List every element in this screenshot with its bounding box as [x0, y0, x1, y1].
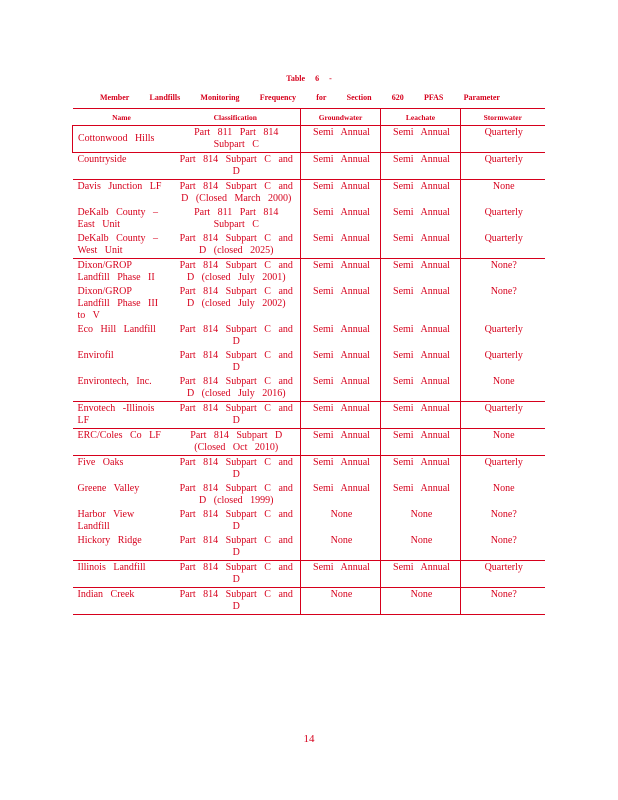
- cell-leachate: Semi Annual: [381, 180, 461, 207]
- cell-groundwater: None: [301, 588, 381, 615]
- cell-groundwater: Semi Annual: [301, 402, 381, 429]
- cell-groundwater: Semi Annual: [301, 126, 381, 153]
- table-row: [73, 259, 545, 286]
- cell-name: Envotech -Illinois LF: [73, 402, 171, 429]
- cell-leachate: None: [381, 588, 461, 615]
- cell-stormwater: None: [461, 429, 545, 456]
- cell-stormwater: Quarterly: [461, 456, 545, 483]
- subtitle-word: PFAS: [423, 93, 444, 102]
- cell-name: Harbor View Landfill: [77, 509, 135, 532]
- cell-leachate: Semi Annual: [381, 153, 461, 180]
- cell-name: Dixon/GROP Landfill Phase III to V: [77, 286, 159, 321]
- cell-stormwater: Quarterly: [461, 402, 545, 429]
- cell-name: Envirofil: [77, 350, 114, 361]
- landfill-monitoring-table: [72, 108, 545, 615]
- table-row: [73, 180, 545, 207]
- cell-groundwater: Semi Annual: [301, 259, 381, 286]
- cell-stormwater: None?: [461, 285, 545, 323]
- cell-stormwater: None?: [461, 259, 545, 286]
- header-name: Name: [73, 109, 171, 126]
- cell-groundwater: Semi Annual: [301, 561, 381, 588]
- cell-leachate: Semi Annual: [381, 349, 461, 375]
- cell-name: Countryside: [73, 153, 171, 180]
- subtitle-word: Landfills: [149, 93, 181, 102]
- cell-groundwater: Semi Annual: [301, 206, 381, 232]
- page-number: 14: [303, 733, 315, 745]
- table-row: [73, 232, 545, 259]
- cell-name: Greene Valley: [77, 483, 140, 494]
- cell-name: Cottonwood Hills: [73, 126, 171, 153]
- cell-groundwater: Semi Annual: [301, 180, 381, 207]
- cell-classification: Part 814 Subpart C and D: [179, 324, 293, 347]
- cell-classification: Part 814 Subpart C and D (closed 1999): [179, 483, 293, 506]
- cell-stormwater: Quarterly: [461, 126, 545, 153]
- table-row: [73, 534, 545, 561]
- cell-classification: Part 814 Subpart C and D: [171, 561, 301, 588]
- cell-stormwater: None?: [461, 508, 545, 534]
- subtitle-word: Member: [100, 93, 130, 102]
- cell-classification: Part 811 Part 814 Subpart C: [194, 207, 279, 230]
- cell-leachate: Semi Annual: [381, 285, 461, 323]
- cell-name: Indian Creek: [73, 588, 171, 615]
- cell-leachate: Semi Annual: [381, 561, 461, 588]
- cell-classification: Part 814 Subpart D (Closed Oct 2010): [171, 429, 301, 456]
- cell-leachate: Semi Annual: [381, 429, 461, 456]
- cell-classification: Part 814 Subpart C and D (Closed March 2000): [179, 181, 293, 204]
- cell-name: Davis Junction LF: [77, 181, 162, 192]
- cell-leachate: None: [381, 534, 461, 561]
- table-header-row: [73, 109, 545, 126]
- cell-leachate: Semi Annual: [381, 375, 461, 402]
- cell-leachate: None: [381, 508, 461, 534]
- cell-classification: Part 814 Subpart C and D: [171, 588, 301, 615]
- cell-classification: Part 811 Part 814 Subpart C: [171, 126, 301, 153]
- cell-stormwater: Quarterly: [461, 153, 545, 180]
- cell-groundwater: Semi Annual: [301, 429, 381, 456]
- cell-stormwater: Quarterly: [461, 232, 545, 259]
- cell-stormwater: None?: [461, 588, 545, 615]
- cell-classification: Part 814 Subpart C and D: [171, 534, 301, 561]
- cell-leachate: Semi Annual: [381, 206, 461, 232]
- subtitle-word: for: [316, 93, 327, 102]
- cell-classification: Part 814 Subpart C and D: [179, 509, 293, 532]
- cell-classification: Part 814 Subpart C and D: [171, 153, 301, 180]
- cell-groundwater: None: [301, 534, 381, 561]
- cell-classification: Part 814 Subpart C and D: [171, 402, 301, 429]
- cell-groundwater: Semi Annual: [301, 349, 381, 375]
- cell-classification: Part 814 Subpart C and D: [179, 457, 293, 480]
- cell-stormwater: None: [461, 482, 545, 508]
- cell-name: Hickory Ridge: [73, 534, 171, 561]
- table-row: [73, 126, 545, 153]
- cell-classification: Part 814 Subpart C and D: [179, 350, 293, 373]
- table-row: [73, 456, 545, 483]
- cell-groundwater: Semi Annual: [301, 375, 381, 402]
- cell-name: Eco Hill Landfill: [77, 324, 156, 335]
- table-row: [73, 153, 545, 180]
- cell-stormwater: Quarterly: [461, 349, 545, 375]
- cell-classification: Part 814 Subpart C and D (closed July 2016): [171, 375, 301, 402]
- table-row: [73, 482, 545, 508]
- cell-groundwater: Semi Annual: [301, 153, 381, 180]
- subtitle-word: Frequency: [259, 93, 297, 102]
- cell-name: DeKalb County – East Unit: [77, 207, 159, 230]
- cell-classification: Part 814 Subpart C and D (closed 2025): [171, 232, 301, 259]
- cell-stormwater: Quarterly: [461, 323, 545, 349]
- cell-name: Dixon/GROP Landfill Phase II: [77, 260, 155, 283]
- table-row: [73, 375, 545, 402]
- cell-name: Environtech, Inc.: [73, 375, 171, 402]
- cell-leachate: Semi Annual: [381, 126, 461, 153]
- cell-stormwater: None: [461, 180, 545, 207]
- header-groundwater: Groundwater: [301, 109, 381, 126]
- cell-stormwater: Quarterly: [461, 561, 545, 588]
- subtitle-word: Monitoring: [200, 93, 240, 102]
- table-row: [73, 429, 545, 456]
- table-row: [73, 323, 545, 349]
- table-subtitle: [100, 93, 500, 102]
- table-row: [73, 349, 545, 375]
- header-classification: Classification: [171, 109, 301, 126]
- cell-groundwater: Semi Annual: [301, 482, 381, 508]
- cell-name: ERC/Coles Co LF: [73, 429, 171, 456]
- table-row: [73, 285, 545, 323]
- table-row: [73, 508, 545, 534]
- cell-leachate: Semi Annual: [381, 482, 461, 508]
- table-title: Table 6 -: [286, 74, 332, 83]
- cell-groundwater: None: [301, 508, 381, 534]
- cell-classification: Part 814 Subpart C and D (closed July 2001): [179, 260, 293, 283]
- header-stormwater: Stormwater: [461, 109, 545, 126]
- cell-name: Five Oaks: [77, 457, 124, 468]
- cell-groundwater: Semi Annual: [301, 323, 381, 349]
- cell-stormwater: None?: [461, 534, 545, 561]
- cell-classification: Part 814 Subpart C and D (closed July 2002): [179, 286, 293, 309]
- cell-leachate: Semi Annual: [381, 402, 461, 429]
- cell-name: DeKalb County – West Unit: [73, 232, 171, 259]
- subtitle-word: Parameter: [463, 93, 500, 102]
- cell-leachate: Semi Annual: [381, 323, 461, 349]
- cell-leachate: Semi Annual: [381, 232, 461, 259]
- cell-stormwater: None: [461, 375, 545, 402]
- cell-stormwater: Quarterly: [461, 206, 545, 232]
- table-row: [73, 206, 545, 232]
- cell-leachate: Semi Annual: [381, 259, 461, 286]
- subtitle-word: 620: [391, 93, 404, 102]
- table-row: [73, 402, 545, 429]
- subtitle-word: Section: [346, 93, 372, 102]
- table-row: [73, 561, 545, 588]
- cell-groundwater: Semi Annual: [301, 232, 381, 259]
- cell-leachate: Semi Annual: [381, 456, 461, 483]
- cell-groundwater: Semi Annual: [301, 456, 381, 483]
- cell-groundwater: Semi Annual: [301, 285, 381, 323]
- cell-name: Illinois Landfill: [73, 561, 171, 588]
- table-row: [73, 588, 545, 615]
- header-leachate: Leachate: [381, 109, 461, 126]
